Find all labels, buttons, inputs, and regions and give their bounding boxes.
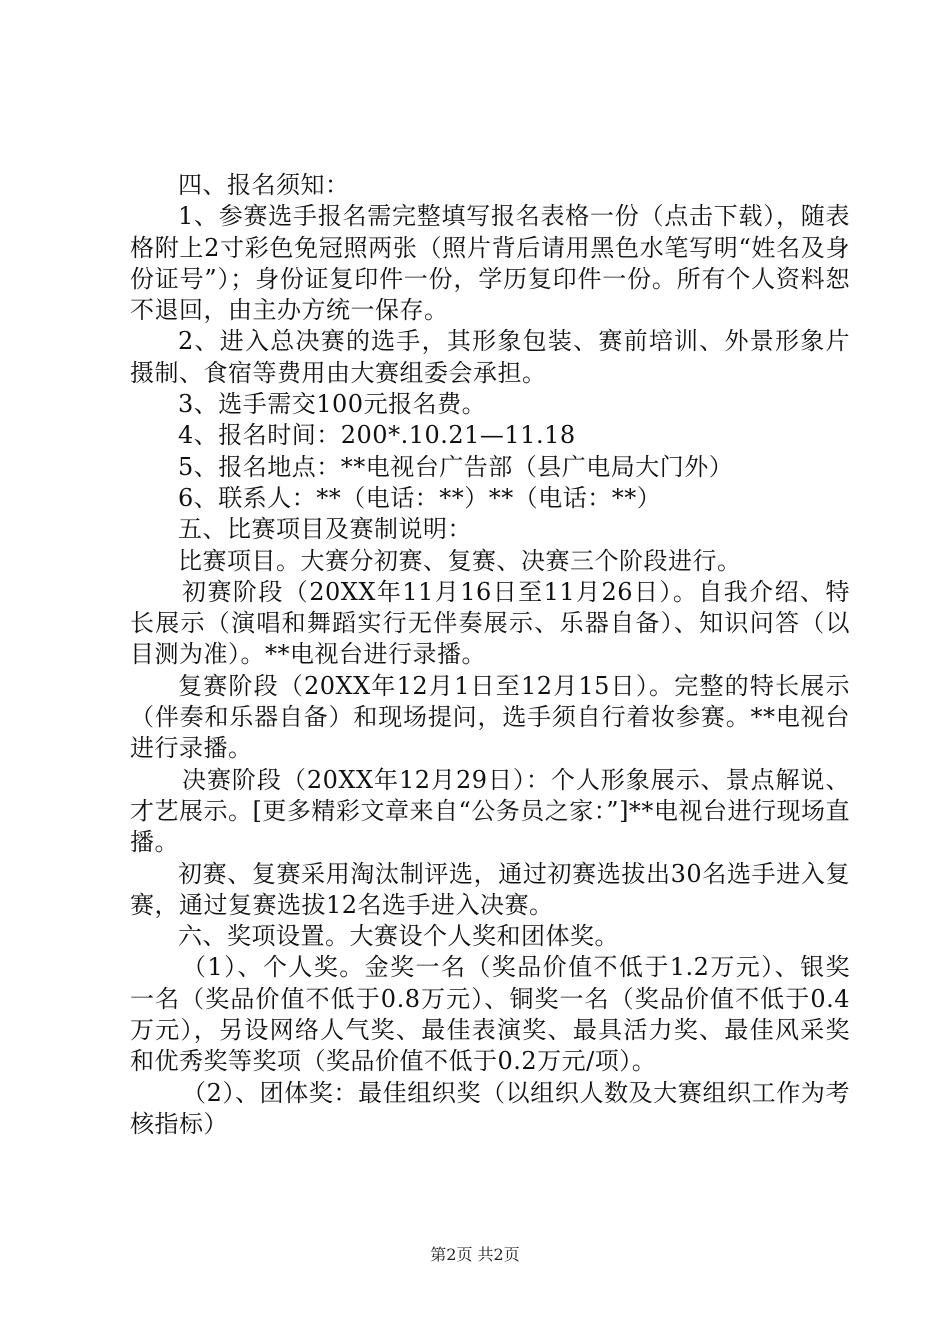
paragraph-registration-form: 1、参赛选手报名需完整填写报名表格一份（点击下载），随表格附上2寸彩色免冠照两张（照片背后请用黑色水笔写明“姓名及身份证号”）；身份证复印件一份，学历复印件一份。所有个人资料恕不退回，由主办方统一保存。 <box>130 202 850 325</box>
paragraph-registration-fee: 3、选手需交100元报名费。 <box>178 390 487 419</box>
paragraph-registration-time: 4、报名时间：200*.10.21—11.18 <box>178 421 576 450</box>
paragraph-individual-awards: （1）、个人奖。金奖一名（奖品价值不低于1.2万元）、银奖一名（奖品价值不低于0.8万元）、铜奖一名（奖品价值不低于0.4万元），另设网络人气奖、最佳表演奖、最具活力奖、最佳风采奖和优秀奖等奖项（奖品价值不低于0.2万元/项）。 <box>130 953 850 1076</box>
paragraph-preliminary-round: 初赛阶段（20XX年11月16日至11月26日）。自我介绍、特长展示（演唱和舞蹈实行无伴奏展示、乐器自备）、知识问答（以目测为准）。**电视台进行录播。 <box>130 577 850 669</box>
paragraph-registration-location: 5、报名地点：**电视台广告部（县广电局大门外） <box>178 452 734 481</box>
section-heading-registration: 四、报名须知： <box>178 171 350 199</box>
document-body <box>130 170 850 1140</box>
page-number-label: 第2页 共2页 <box>430 1245 520 1264</box>
page-footer <box>0 1242 950 1265</box>
paragraph-second-round: 复赛阶段（20XX年12月1日至12月15日）。完整的特长展示（伴奏和乐器自备）和现场提问，选手须自行着妆参赛。**电视台进行录播。 <box>130 671 850 763</box>
paragraph-elimination-rules: 初赛、复赛采用淘汰制评选，通过初赛选拔出30名选手进入复赛，通过复赛选拔12名选手进入决赛。 <box>130 859 850 919</box>
paragraph-competition-stages: 比赛项目。大赛分初赛、复赛、决赛三个阶段进行。 <box>178 546 742 575</box>
section-heading-competition: 五、比赛项目及赛制说明： <box>178 515 472 544</box>
paragraph-final-round: 决赛阶段（20XX年12月29日）：个人形象展示、景点解说、才艺展示。[更多精彩文章来自“公务员之家：”]**电视台进行现场直播。 <box>130 765 850 857</box>
paragraph-team-awards: （2）、团体奖：最佳组织奖（以组织人数及大赛组织工作为考核指标） <box>130 1078 850 1138</box>
paragraph-contacts: 6、联系人：**（电话：**）**（电话：**） <box>178 483 662 512</box>
section-heading-awards: 六、奖项设置。大赛设个人奖和团体奖。 <box>178 922 619 951</box>
paragraph-finalist-costs: 2、进入总决赛的选手，其形象包装、赛前培训、外景形象片摄制、食宿等费用由大赛组委会承担。 <box>130 327 850 387</box>
